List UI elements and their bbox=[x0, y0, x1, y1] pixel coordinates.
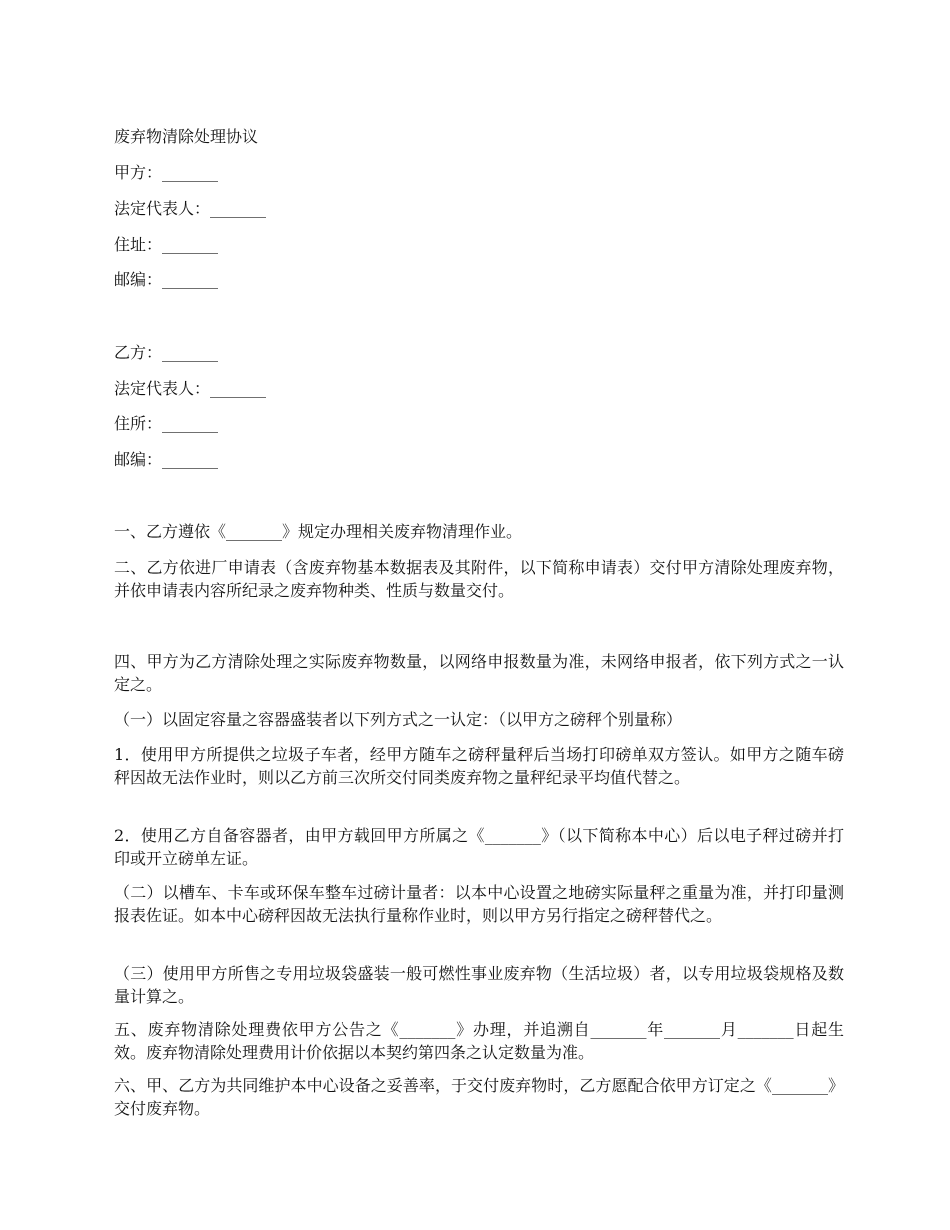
clause-6: 六、甲、乙方为共同维护本中心设备之妥善率，于交付废弃物时，乙方愿配合依甲方订定之《_______》交付废弃物。 bbox=[114, 1076, 844, 1118]
party-a-address-line: 住址：_______ bbox=[114, 235, 219, 254]
clause-5: 五、废弃物清除处理费依甲方公告之《_______》办理，并追溯自_______年_______月_______日起生效。废弃物清除处理费用计价依据以本契约第四条之认定数量为准。 bbox=[114, 1020, 844, 1062]
clause-2: 二、乙方依进厂申请表（含废弃物基本数据表及其附件，以下简称申请表）交付甲方清除处理废弃物，并依申请表内容所纪录之废弃物种类、性质与数量交付。 bbox=[114, 558, 844, 600]
clause-4-item-1-point-1: 1．使用甲方所提供之垃圾子车者，经甲方随车之磅秤量秤后当场打印磅单双方签认。如甲方之随车磅秤因故无法作业时，则以乙方前三次所交付同类废弃物之量秤纪录平均值代替之。 bbox=[114, 745, 844, 787]
clause-4-item-1-point-2: 2．使用乙方自备容器者，由甲方载回甲方所属之《_______》（以下简称本中心）后以电子秤过磅并打印或开立磅单左证。 bbox=[114, 826, 844, 868]
clause-4-item-1: （一）以固定容量之容器盛装者以下列方式之一认定：（以甲方之磅秤个别量称） bbox=[114, 710, 683, 729]
party-b-representative-line: 法定代表人：_______ bbox=[114, 379, 267, 398]
party-a-representative-line: 法定代表人：_______ bbox=[114, 199, 267, 218]
party-b-name-line: 乙方：_______ bbox=[114, 343, 219, 362]
party-b-postcode-line: 邮编：_______ bbox=[114, 450, 219, 469]
party-b-address-line: 住所：_______ bbox=[114, 414, 219, 433]
clause-1: 一、乙方遵依《_______》规定办理相关废弃物清理作业。 bbox=[114, 522, 523, 541]
party-a-name-line: 甲方：_______ bbox=[114, 163, 219, 182]
clause-4: 四、甲方为乙方清除处理之实际废弃物数量，以网络申报数量为准，未网络申报者，依下列方式之一认定之。 bbox=[114, 652, 844, 694]
clause-4-item-2: （二）以槽车、卡车或环保车整车过磅计量者：以本中心设置之地磅实际量秤之重量为准，并打印量测报表佐证。如本中心磅秤因故无法执行量称作业时，则以甲方另行指定之磅秤替代之。 bbox=[114, 883, 844, 925]
document-title: 废弃物清除处理协议 bbox=[114, 127, 259, 146]
clause-4-item-3: （三）使用甲方所售之专用垃圾袋盛装一般可燃性事业废弃物（生活垃圾）者，以专用垃圾袋规格及数量计算之。 bbox=[114, 964, 844, 1006]
party-a-postcode-line: 邮编：_______ bbox=[114, 270, 219, 289]
